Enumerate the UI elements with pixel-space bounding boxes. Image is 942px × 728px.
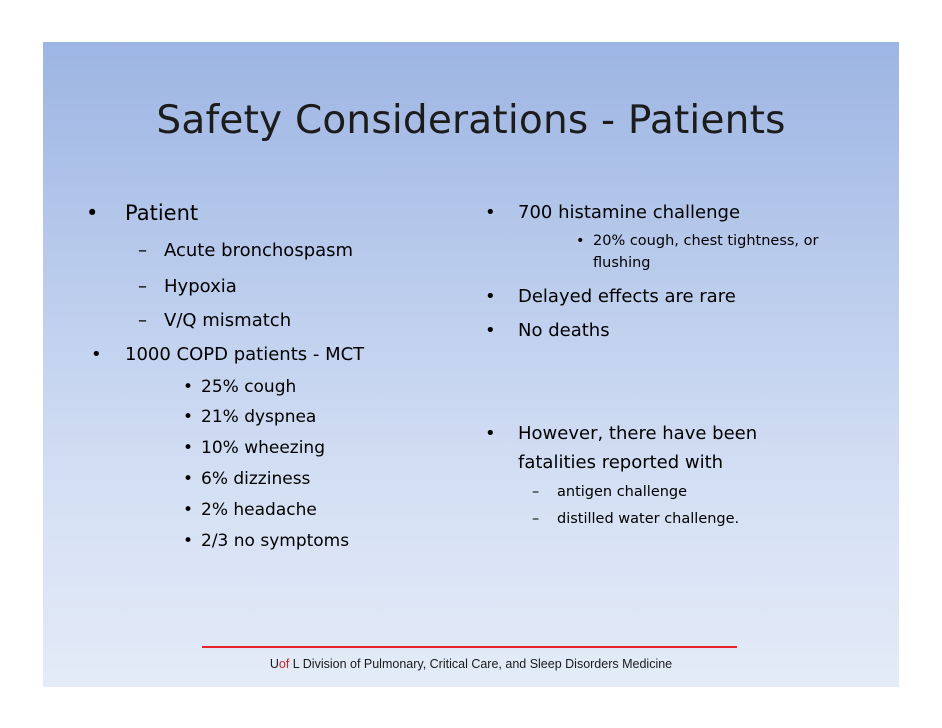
left-sub-item: Acute bronchospasm — [164, 240, 354, 261]
right-sub-line1: 20% cough, chest tightness, or — [593, 233, 819, 249]
bullet-glyph: • — [485, 320, 496, 341]
left-bullet-patient: Patient — [125, 201, 199, 225]
footer-divider — [202, 646, 737, 648]
dash-glyph: – — [138, 240, 147, 261]
bullet-glyph: • — [183, 531, 194, 551]
bullet-glyph: • — [86, 201, 99, 225]
footer-of: of — [278, 657, 290, 671]
left-sub-item: Hypoxia — [164, 276, 237, 297]
left-bullet-copd: 1000 COPD patients - MCT — [125, 344, 365, 365]
left-sub-sub-item: 6% dizziness — [201, 469, 311, 489]
bullet-glyph: • — [485, 423, 496, 444]
dash-glyph: – — [138, 276, 147, 297]
footer-u: U — [269, 657, 279, 671]
bullet-glyph: • — [485, 202, 496, 223]
right-sub-line2: flushing — [593, 255, 651, 271]
left-sub-sub-item: 2% headache — [201, 500, 317, 520]
left-sub-item: V/Q mismatch — [164, 310, 292, 331]
bullet-glyph: • — [91, 344, 102, 365]
dash-glyph: – — [532, 484, 540, 500]
footer-rest: L Division of Pulmonary, Critical Care, and Sleep Disorders Medicine — [289, 657, 673, 671]
right-bullet-however-line1: However, there have been — [518, 423, 758, 444]
right-bullet-no-deaths: No deaths — [518, 320, 610, 341]
right-bullet-however-line2: fatalities reported with — [518, 452, 724, 473]
right-bullet-histamine: 700 histamine challenge — [518, 202, 741, 223]
right-bullet-delayed: Delayed effects are rare — [518, 286, 736, 307]
left-sub-sub-item: 21% dyspnea — [201, 407, 317, 427]
left-sub-sub-item: 10% wheezing — [201, 438, 325, 458]
right-sub-item: antigen challenge — [557, 484, 688, 500]
dash-glyph: – — [532, 511, 540, 527]
bullet-glyph: • — [183, 438, 194, 458]
right-sub-item: distilled water challenge. — [557, 511, 740, 527]
bullet-glyph: • — [576, 233, 585, 249]
bullet-glyph: • — [183, 500, 194, 520]
bullet-glyph: • — [485, 286, 496, 307]
left-sub-sub-item: 25% cough — [201, 377, 297, 397]
bullet-glyph: • — [183, 407, 194, 427]
dash-glyph: – — [138, 310, 147, 331]
slide-title: Safety Considerations - Patients — [156, 98, 786, 143]
left-sub-sub-item: 2/3 no symptoms — [201, 531, 350, 551]
bullet-glyph: • — [183, 469, 194, 489]
bullet-glyph: • — [183, 377, 194, 397]
footer-text — [0, 657, 942, 671]
